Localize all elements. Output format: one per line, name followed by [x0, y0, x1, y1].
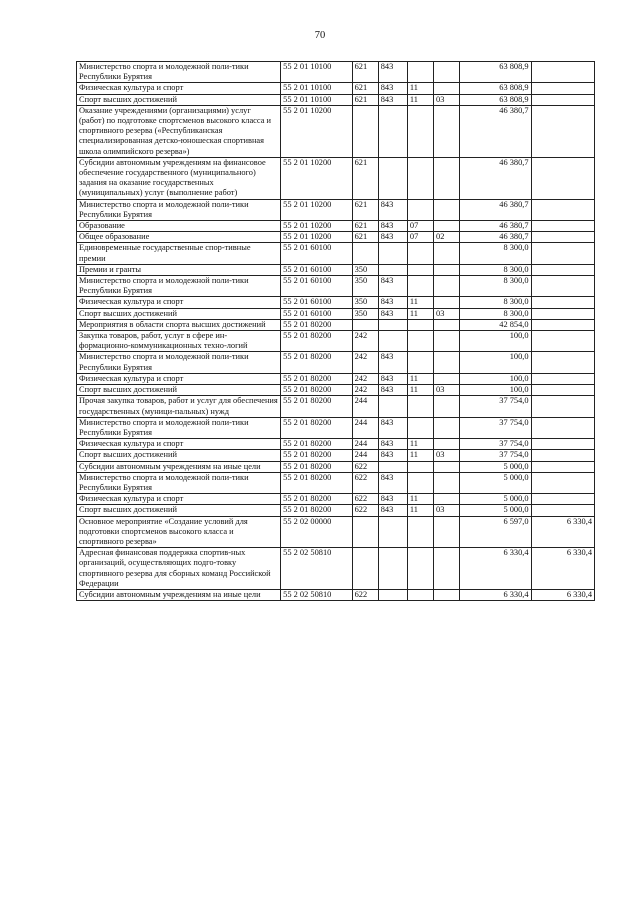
row-vr-cell: 242	[352, 373, 378, 384]
row-rz-cell: 11	[407, 494, 433, 505]
row-vr-cell: 621	[352, 83, 378, 94]
table-row	[77, 439, 595, 450]
table-row	[77, 516, 595, 548]
row-sum-cell: 8 300,0	[460, 276, 531, 297]
table-row	[77, 352, 595, 373]
row-sum-cell: 6 597,0	[460, 516, 531, 548]
row-code-cell: 55 2 01 80200	[281, 385, 352, 396]
row-sum2-cell: 6 330,4	[531, 516, 594, 548]
row-rz-cell: 07	[407, 221, 433, 232]
row-pr-cell	[434, 105, 460, 157]
row-sum2-cell	[531, 373, 594, 384]
row-name-cell: Спорт высших достижений	[77, 450, 281, 461]
row-pr-cell	[434, 243, 460, 264]
row-grbs-cell	[378, 157, 407, 199]
row-pr-cell: 03	[434, 385, 460, 396]
row-rz-cell	[407, 331, 433, 352]
row-sum2-cell	[531, 297, 594, 308]
row-code-cell: 55 2 01 80200	[281, 319, 352, 330]
row-pr-cell	[434, 352, 460, 373]
row-pr-cell	[434, 439, 460, 450]
row-vr-cell: 622	[352, 505, 378, 516]
table-row	[77, 276, 595, 297]
row-name-cell: Физическая культура и спорт	[77, 297, 281, 308]
row-grbs-cell: 843	[378, 417, 407, 438]
row-sum2-cell	[531, 232, 594, 243]
table-row	[77, 385, 595, 396]
table-row	[77, 221, 595, 232]
row-code-cell: 55 2 01 80200	[281, 352, 352, 373]
row-grbs-cell: 843	[378, 221, 407, 232]
table-row	[77, 264, 595, 275]
row-code-cell: 55 2 02 00000	[281, 516, 352, 548]
row-sum2-cell	[531, 505, 594, 516]
row-sum2-cell	[531, 264, 594, 275]
row-vr-cell: 621	[352, 157, 378, 199]
row-rz-cell	[407, 319, 433, 330]
row-vr-cell: 622	[352, 494, 378, 505]
row-rz-cell	[407, 243, 433, 264]
row-vr-cell	[352, 243, 378, 264]
row-rz-cell: 07	[407, 232, 433, 243]
row-sum-cell: 6 330,4	[460, 548, 531, 590]
row-sum2-cell	[531, 396, 594, 417]
budget-table-body	[77, 62, 595, 601]
row-code-cell: 55 2 01 60100	[281, 308, 352, 319]
row-pr-cell	[434, 461, 460, 472]
row-grbs-cell: 843	[378, 373, 407, 384]
row-grbs-cell	[378, 319, 407, 330]
row-vr-cell: 244	[352, 439, 378, 450]
row-sum-cell: 100,0	[460, 373, 531, 384]
table-row	[77, 243, 595, 264]
row-pr-cell	[434, 331, 460, 352]
table-row	[77, 319, 595, 330]
row-rz-cell	[407, 589, 433, 600]
row-sum-cell: 63 808,9	[460, 62, 531, 83]
table-row	[77, 94, 595, 105]
table-row	[77, 157, 595, 199]
row-sum2-cell: 6 330,4	[531, 548, 594, 590]
row-name-cell: Министерство спорта и молодежной поли-тики Республики Бурятия	[77, 472, 281, 493]
row-name-cell: Спорт высших достижений	[77, 94, 281, 105]
row-grbs-cell: 843	[378, 472, 407, 493]
row-sum-cell: 46 380,7	[460, 221, 531, 232]
row-name-cell: Физическая культура и спорт	[77, 439, 281, 450]
table-row	[77, 308, 595, 319]
row-pr-cell	[434, 472, 460, 493]
table-row	[77, 396, 595, 417]
row-sum-cell: 46 380,7	[460, 199, 531, 220]
row-rz-cell: 11	[407, 297, 433, 308]
row-rz-cell	[407, 417, 433, 438]
row-sum-cell: 8 300,0	[460, 264, 531, 275]
row-grbs-cell	[378, 264, 407, 275]
row-vr-cell: 622	[352, 472, 378, 493]
table-row	[77, 331, 595, 352]
row-vr-cell: 350	[352, 308, 378, 319]
row-rz-cell	[407, 472, 433, 493]
row-code-cell: 55 2 01 10200	[281, 157, 352, 199]
row-name-cell: Общее образование	[77, 232, 281, 243]
row-pr-cell	[434, 264, 460, 275]
row-name-cell: Спорт высших достижений	[77, 385, 281, 396]
row-vr-cell: 621	[352, 232, 378, 243]
row-grbs-cell: 843	[378, 62, 407, 83]
row-vr-cell: 242	[352, 331, 378, 352]
row-sum2-cell	[531, 472, 594, 493]
table-row	[77, 505, 595, 516]
table-row	[77, 232, 595, 243]
row-rz-cell: 11	[407, 439, 433, 450]
row-rz-cell	[407, 276, 433, 297]
row-pr-cell	[434, 83, 460, 94]
row-code-cell: 55 2 01 10100	[281, 83, 352, 94]
row-pr-cell	[434, 319, 460, 330]
row-grbs-cell: 843	[378, 439, 407, 450]
row-vr-cell: 350	[352, 276, 378, 297]
row-sum2-cell	[531, 221, 594, 232]
row-name-cell: Физическая культура и спорт	[77, 373, 281, 384]
row-rz-cell: 11	[407, 308, 433, 319]
row-sum-cell: 5 000,0	[460, 494, 531, 505]
row-sum-cell: 5 000,0	[460, 461, 531, 472]
row-pr-cell	[434, 417, 460, 438]
row-grbs-cell	[378, 331, 407, 352]
row-code-cell: 55 2 01 80200	[281, 450, 352, 461]
row-sum2-cell	[531, 308, 594, 319]
table-row	[77, 199, 595, 220]
row-name-cell: Основное мероприятие «Создание условий для подготовки спортсменов высокого класса и спортивного резерва»	[77, 516, 281, 548]
row-sum2-cell	[531, 199, 594, 220]
row-name-cell: Субсидии автономным учреждениям на иные цели	[77, 461, 281, 472]
row-sum-cell: 6 330,4	[460, 589, 531, 600]
row-code-cell: 55 2 01 80200	[281, 417, 352, 438]
row-grbs-cell: 843	[378, 83, 407, 94]
row-code-cell: 55 2 01 80200	[281, 396, 352, 417]
row-code-cell: 55 2 01 60100	[281, 243, 352, 264]
row-sum2-cell	[531, 417, 594, 438]
table-row	[77, 472, 595, 493]
row-name-cell: Субсидии автономным учреждениям на иные цели	[77, 589, 281, 600]
row-grbs-cell	[378, 548, 407, 590]
row-rz-cell	[407, 62, 433, 83]
row-grbs-cell: 843	[378, 494, 407, 505]
row-vr-cell: 622	[352, 461, 378, 472]
row-pr-cell	[434, 157, 460, 199]
row-pr-cell: 03	[434, 308, 460, 319]
row-sum2-cell	[531, 385, 594, 396]
row-vr-cell	[352, 319, 378, 330]
row-code-cell: 55 2 01 10100	[281, 62, 352, 83]
row-pr-cell	[434, 276, 460, 297]
row-pr-cell	[434, 199, 460, 220]
row-sum2-cell	[531, 331, 594, 352]
row-code-cell: 55 2 01 80200	[281, 494, 352, 505]
row-pr-cell	[434, 297, 460, 308]
row-sum-cell: 100,0	[460, 352, 531, 373]
row-pr-cell	[434, 516, 460, 548]
row-vr-cell: 244	[352, 450, 378, 461]
row-name-cell: Министерство спорта и молодежной поли-тики Республики Бурятия	[77, 417, 281, 438]
row-grbs-cell: 843	[378, 276, 407, 297]
row-name-cell: Министерство спорта и молодежной поли-тики Республики Бурятия	[77, 62, 281, 83]
row-sum-cell: 46 380,7	[460, 232, 531, 243]
row-rz-cell	[407, 516, 433, 548]
row-sum2-cell	[531, 243, 594, 264]
row-sum2-cell	[531, 157, 594, 199]
row-rz-cell	[407, 105, 433, 157]
row-vr-cell: 242	[352, 385, 378, 396]
table-row	[77, 548, 595, 590]
row-sum-cell: 37 754,0	[460, 450, 531, 461]
row-pr-cell	[434, 548, 460, 590]
row-code-cell: 55 2 01 80200	[281, 439, 352, 450]
row-code-cell: 55 2 02 50810	[281, 548, 352, 590]
row-pr-cell	[434, 494, 460, 505]
row-pr-cell	[434, 589, 460, 600]
table-row	[77, 417, 595, 438]
row-pr-cell: 02	[434, 232, 460, 243]
row-pr-cell: 03	[434, 94, 460, 105]
row-rz-cell: 11	[407, 373, 433, 384]
row-code-cell: 55 2 01 10100	[281, 94, 352, 105]
row-sum2-cell	[531, 94, 594, 105]
table-row	[77, 83, 595, 94]
row-grbs-cell	[378, 105, 407, 157]
row-sum-cell: 63 808,9	[460, 94, 531, 105]
row-pr-cell	[434, 62, 460, 83]
budget-table	[76, 61, 595, 601]
row-code-cell: 55 2 01 10200	[281, 232, 352, 243]
row-name-cell: Министерство спорта и молодежной поли-тики Республики Бурятия	[77, 199, 281, 220]
row-grbs-cell	[378, 461, 407, 472]
row-code-cell: 55 2 02 50810	[281, 589, 352, 600]
row-vr-cell: 621	[352, 221, 378, 232]
row-name-cell: Образование	[77, 221, 281, 232]
row-sum2-cell	[531, 494, 594, 505]
row-code-cell: 55 2 01 10200	[281, 221, 352, 232]
row-grbs-cell: 843	[378, 297, 407, 308]
row-code-cell: 55 2 01 60100	[281, 276, 352, 297]
row-sum-cell: 37 754,0	[460, 417, 531, 438]
row-vr-cell: 244	[352, 396, 378, 417]
row-name-cell: Физическая культура и спорт	[77, 83, 281, 94]
row-sum2-cell	[531, 461, 594, 472]
row-grbs-cell: 843	[378, 232, 407, 243]
row-rz-cell: 11	[407, 450, 433, 461]
row-code-cell: 55 2 01 80200	[281, 373, 352, 384]
row-sum2-cell	[531, 62, 594, 83]
row-sum2-cell	[531, 276, 594, 297]
row-rz-cell	[407, 157, 433, 199]
row-rz-cell: 11	[407, 505, 433, 516]
row-code-cell: 55 2 01 10200	[281, 199, 352, 220]
row-name-cell: Единовременные государственные спор-тивные премии	[77, 243, 281, 264]
row-name-cell: Прочая закупка товаров, работ и услуг для обеспечения государственных (муници-пальных) нужд	[77, 396, 281, 417]
row-vr-cell: 621	[352, 62, 378, 83]
row-rz-cell	[407, 264, 433, 275]
table-row	[77, 373, 595, 384]
row-grbs-cell: 843	[378, 505, 407, 516]
row-code-cell: 55 2 01 80200	[281, 331, 352, 352]
row-sum-cell: 100,0	[460, 385, 531, 396]
row-grbs-cell: 843	[378, 308, 407, 319]
row-code-cell: 55 2 01 60100	[281, 297, 352, 308]
row-grbs-cell: 843	[378, 94, 407, 105]
row-sum2-cell	[531, 105, 594, 157]
row-name-cell: Субсидии автономным учреждениям на финансовое обеспечение государственного (муниципального) задания на оказание государственных (муниципальных) услуг (выполнение работ)	[77, 157, 281, 199]
row-grbs-cell: 843	[378, 450, 407, 461]
row-name-cell: Спорт высших достижений	[77, 308, 281, 319]
row-sum-cell: 8 300,0	[460, 243, 531, 264]
row-name-cell: Оказание учреждениями (организациями) услуг (работ) по подготовке спортсменов высокого класса и спортивного резерва («Республиканская специализированная детско-юношеская спортивная школа олимпийского резерва»)	[77, 105, 281, 157]
row-vr-cell: 621	[352, 94, 378, 105]
row-vr-cell: 621	[352, 199, 378, 220]
row-name-cell: Премии и гранты	[77, 264, 281, 275]
row-rz-cell: 11	[407, 94, 433, 105]
table-row	[77, 461, 595, 472]
table-row	[77, 105, 595, 157]
row-rz-cell	[407, 396, 433, 417]
row-rz-cell	[407, 548, 433, 590]
row-sum2-cell	[531, 450, 594, 461]
row-sum2-cell: 6 330,4	[531, 589, 594, 600]
row-name-cell: Мероприятия в области спорта высших достижений	[77, 319, 281, 330]
row-grbs-cell	[378, 516, 407, 548]
row-name-cell: Физическая культура и спорт	[77, 494, 281, 505]
row-sum-cell: 46 380,7	[460, 157, 531, 199]
table-row	[77, 450, 595, 461]
row-vr-cell	[352, 516, 378, 548]
row-vr-cell	[352, 105, 378, 157]
row-code-cell: 55 2 01 10200	[281, 105, 352, 157]
row-name-cell: Спорт высших достижений	[77, 505, 281, 516]
row-vr-cell	[352, 548, 378, 590]
row-pr-cell	[434, 373, 460, 384]
row-sum-cell: 42 854,0	[460, 319, 531, 330]
row-sum2-cell	[531, 439, 594, 450]
table-row	[77, 494, 595, 505]
row-grbs-cell	[378, 243, 407, 264]
row-grbs-cell: 843	[378, 385, 407, 396]
row-rz-cell: 11	[407, 385, 433, 396]
row-sum-cell: 5 000,0	[460, 472, 531, 493]
row-pr-cell: 03	[434, 505, 460, 516]
row-rz-cell	[407, 461, 433, 472]
table-row	[77, 589, 595, 600]
row-code-cell: 55 2 01 80200	[281, 505, 352, 516]
row-name-cell: Министерство спорта и молодежной поли-тики Республики Бурятия	[77, 352, 281, 373]
table-row	[77, 297, 595, 308]
row-grbs-cell: 843	[378, 352, 407, 373]
row-name-cell: Министерство спорта и молодежной поли-тики Республики Бурятия	[77, 276, 281, 297]
row-grbs-cell: 843	[378, 199, 407, 220]
row-sum-cell: 5 000,0	[460, 505, 531, 516]
row-code-cell: 55 2 01 80200	[281, 461, 352, 472]
row-rz-cell	[407, 352, 433, 373]
table-row	[77, 62, 595, 83]
row-grbs-cell	[378, 396, 407, 417]
row-sum-cell: 8 300,0	[460, 308, 531, 319]
row-pr-cell	[434, 396, 460, 417]
row-name-cell: Адресная финансовая поддержка спортив-ных организаций, осуществляющих подго-товку спортивного резерва для сборных команд Российской Федерации	[77, 548, 281, 590]
row-code-cell: 55 2 01 60100	[281, 264, 352, 275]
row-sum-cell: 37 754,0	[460, 439, 531, 450]
row-pr-cell	[434, 221, 460, 232]
row-sum-cell: 100,0	[460, 331, 531, 352]
row-vr-cell: 244	[352, 417, 378, 438]
row-sum2-cell	[531, 83, 594, 94]
row-vr-cell: 350	[352, 264, 378, 275]
row-vr-cell: 242	[352, 352, 378, 373]
row-grbs-cell	[378, 589, 407, 600]
page-number: 70	[314, 30, 326, 41]
row-sum-cell: 46 380,7	[460, 105, 531, 157]
row-name-cell: Закупка товаров, работ, услуг в сфере ин-формационно-коммуникационных техно-логий	[77, 331, 281, 352]
row-rz-cell	[407, 199, 433, 220]
row-vr-cell: 350	[352, 297, 378, 308]
row-rz-cell: 11	[407, 83, 433, 94]
row-code-cell: 55 2 01 80200	[281, 472, 352, 493]
row-vr-cell: 622	[352, 589, 378, 600]
row-sum-cell: 63 808,9	[460, 83, 531, 94]
row-pr-cell: 03	[434, 450, 460, 461]
row-sum2-cell	[531, 319, 594, 330]
row-sum-cell: 37 754,0	[460, 396, 531, 417]
row-sum2-cell	[531, 352, 594, 373]
row-sum-cell: 8 300,0	[460, 297, 531, 308]
